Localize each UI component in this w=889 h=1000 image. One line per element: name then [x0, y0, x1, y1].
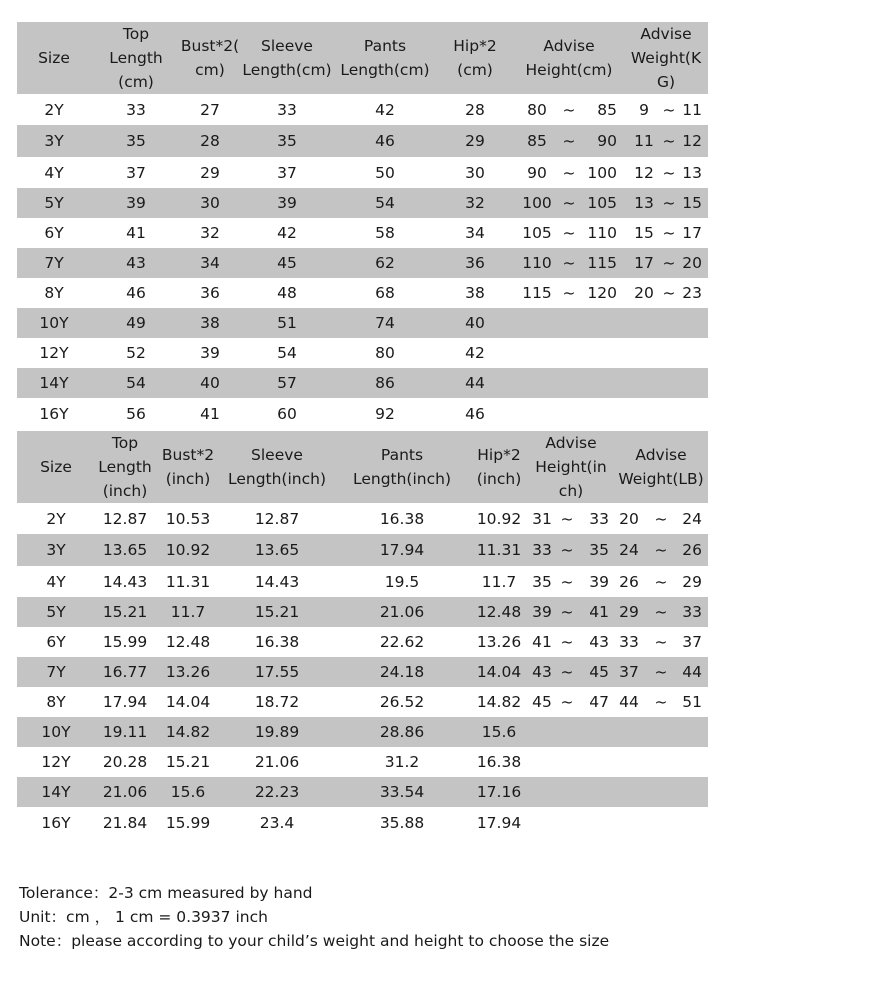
table-row [17, 807, 708, 838]
top-length-cell: 41 [126, 224, 146, 242]
advise-height-max: 105 [587, 194, 617, 212]
hip-cell: 17.16 [476, 783, 522, 801]
size-cell: 16Y [39, 404, 69, 423]
top-length-cell: 52 [126, 344, 146, 362]
hip-cell: 10.92 [476, 509, 522, 528]
range-separator: ~ [662, 163, 676, 182]
advise-height-range [529, 627, 613, 657]
advise-weight-min: 15 [634, 224, 654, 242]
cm-table-header [17, 22, 708, 94]
top-length-cell: 54 [126, 374, 146, 392]
header-top-length: Top Length (inch) [98, 434, 152, 500]
advise-weight-range [615, 597, 707, 627]
advise-height-range [517, 248, 625, 278]
advise-weight-max: 33 [682, 603, 702, 621]
advise-weight-max: 24 [682, 509, 702, 528]
hip-cell: 38 [465, 284, 485, 302]
bust-cell: 14.04 [165, 693, 211, 711]
range-separator: ~ [654, 509, 668, 528]
pants-length-cell: 22.62 [379, 633, 425, 651]
sleeve-length-cell: 42 [277, 224, 297, 242]
advise-height-max: 39 [589, 572, 609, 591]
header-pants-length: Pants Length(inch) [352, 446, 452, 488]
range-separator: ~ [662, 284, 676, 302]
advise-height-max: 43 [589, 633, 609, 651]
advise-height-max: 33 [589, 509, 609, 528]
header-advise-weight: Advise Weight(LB) [618, 446, 704, 488]
hip-cell: 12.48 [476, 603, 522, 621]
advise-height-min: 35 [532, 572, 552, 591]
advise-weight-range [615, 566, 707, 597]
table-row [17, 777, 708, 807]
bust-cell: 32 [200, 224, 220, 242]
advise-height-min: 80 [527, 100, 547, 119]
hip-cell: 14.04 [476, 663, 522, 681]
sleeve-length-cell: 45 [277, 254, 297, 272]
table-row [17, 503, 708, 534]
header-sleeve-length: Sleeve Length(inch) [227, 446, 327, 488]
top-length-cell: 56 [126, 404, 146, 423]
advise-weight-min: 29 [619, 603, 639, 621]
advise-weight-range [615, 687, 707, 717]
table-row [17, 566, 708, 597]
top-length-cell: 19.11 [102, 723, 148, 741]
advise-weight-range [615, 657, 707, 687]
advise-height-range [529, 566, 613, 597]
advise-weight-max: 29 [682, 572, 702, 591]
header-top-length: Top Length (cm) [109, 25, 163, 91]
advise-height-range [529, 687, 613, 717]
range-separator: ~ [654, 541, 668, 559]
size-cell: 3Y [46, 541, 66, 559]
range-separator: ~ [560, 509, 574, 528]
advise-height-min: 85 [527, 132, 547, 150]
size-cell: 5Y [46, 603, 66, 621]
size-cell: 6Y [44, 224, 64, 242]
advise-weight-max: 12 [682, 132, 702, 150]
pants-length-cell: 62 [375, 254, 395, 272]
sleeve-length-cell: 33 [277, 100, 297, 119]
advise-weight-min: 26 [619, 572, 639, 591]
pants-length-cell: 24.18 [379, 663, 425, 681]
hip-cell: 13.26 [476, 633, 522, 651]
bust-cell: 15.21 [165, 753, 211, 771]
advise-height-min: 33 [532, 541, 552, 559]
advise-weight-max: 13 [682, 163, 702, 182]
hip-cell: 11.31 [476, 541, 522, 559]
advise-weight-max: 44 [682, 663, 702, 681]
size-cell: 12Y [41, 753, 71, 771]
bust-cell: 39 [200, 344, 220, 362]
hip-cell: 30 [465, 163, 485, 182]
range-separator: ~ [562, 163, 576, 182]
size-advice-note: Note：please according to your child’s weight and height to choose the size [19, 932, 610, 950]
hip-cell: 28 [465, 100, 485, 119]
range-separator: ~ [560, 603, 574, 621]
bust-cell: 15.99 [165, 813, 211, 832]
sleeve-length-cell: 57 [277, 374, 297, 392]
advise-weight-min: 24 [619, 541, 639, 559]
size-cell: 10Y [41, 723, 71, 741]
size-cell: 6Y [46, 633, 66, 651]
advise-weight-max: 51 [682, 693, 702, 711]
unit-note: Unit：cm ， 1 cm = 0.3937 inch [19, 908, 268, 926]
range-separator: ~ [654, 633, 668, 651]
advise-weight-range [629, 188, 705, 218]
hip-cell: 34 [465, 224, 485, 242]
pants-length-cell: 54 [375, 194, 395, 212]
advise-height-max: 85 [597, 100, 617, 119]
table-row [17, 534, 708, 566]
bust-cell: 29 [200, 163, 220, 182]
advise-height-max: 41 [589, 603, 609, 621]
advise-height-min: 100 [522, 194, 552, 212]
advise-weight-max: 37 [682, 633, 702, 651]
range-separator: ~ [560, 541, 574, 559]
pants-length-cell: 35.88 [379, 813, 425, 832]
bust-cell: 30 [200, 194, 220, 212]
advise-weight-range [615, 627, 707, 657]
pants-length-cell: 80 [375, 344, 395, 362]
advise-weight-min: 20 [619, 509, 639, 528]
advise-weight-max: 17 [682, 224, 702, 242]
header-size: Size [38, 49, 70, 67]
hip-cell: 15.6 [481, 723, 517, 741]
tolerance-note: Tolerance：2-3 cm measured by hand [19, 884, 313, 902]
pants-length-cell: 46 [375, 132, 395, 150]
range-separator: ~ [562, 132, 576, 150]
advise-height-range [529, 503, 613, 534]
size-cell: 8Y [46, 693, 66, 711]
advise-height-range [517, 188, 625, 218]
pants-length-cell: 42 [375, 100, 395, 119]
bust-cell: 11.7 [170, 603, 206, 621]
advise-height-max: 120 [587, 284, 617, 302]
advise-height-min: 110 [522, 254, 552, 272]
hip-cell: 32 [465, 194, 485, 212]
advise-height-range [517, 218, 625, 248]
sleeve-length-cell: 16.38 [254, 633, 300, 651]
sleeve-length-cell: 18.72 [254, 693, 300, 711]
header-bust: Bust*2 (inch) [161, 446, 215, 488]
table-row [17, 125, 708, 157]
top-length-cell: 21.06 [102, 783, 148, 801]
range-separator: ~ [654, 603, 668, 621]
table-row [17, 338, 708, 368]
advise-height-max: 100 [587, 163, 617, 182]
range-separator: ~ [662, 224, 676, 242]
table-row [17, 278, 708, 308]
advise-weight-min: 13 [634, 194, 654, 212]
sleeve-length-cell: 17.55 [254, 663, 300, 681]
advise-weight-max: 26 [682, 541, 702, 559]
top-length-cell: 37 [126, 163, 146, 182]
advise-height-range [529, 597, 613, 627]
sleeve-length-cell: 21.06 [254, 753, 300, 771]
advise-weight-range [629, 278, 705, 308]
size-cell: 8Y [44, 284, 64, 302]
pants-length-cell: 86 [375, 374, 395, 392]
table-row [17, 687, 708, 717]
advise-height-max: 110 [587, 224, 617, 242]
table-row [17, 597, 708, 627]
notes-block [19, 881, 609, 953]
sleeve-length-cell: 48 [277, 284, 297, 302]
range-separator: ~ [560, 633, 574, 651]
advise-weight-min: 12 [634, 163, 654, 182]
advise-weight-range [615, 534, 707, 566]
top-length-cell: 15.21 [102, 603, 148, 621]
advise-weight-max: 23 [682, 284, 702, 302]
advise-weight-min: 44 [619, 693, 639, 711]
table-row [17, 188, 708, 218]
header-hip: Hip*2 (cm) [453, 37, 497, 79]
bust-cell: 34 [200, 254, 220, 272]
sleeve-length-cell: 39 [277, 194, 297, 212]
top-length-cell: 14.43 [102, 572, 148, 591]
hip-cell: 40 [465, 314, 485, 332]
sleeve-length-cell: 22.23 [254, 783, 300, 801]
range-separator: ~ [560, 693, 574, 711]
sleeve-length-cell: 60 [277, 404, 297, 423]
advise-height-min: 115 [522, 284, 552, 302]
sleeve-length-cell: 15.21 [254, 603, 300, 621]
range-separator: ~ [562, 224, 576, 242]
advise-weight-range [629, 248, 705, 278]
advise-weight-min: 9 [639, 100, 649, 119]
header-size: Size [40, 458, 72, 476]
bust-cell: 40 [200, 374, 220, 392]
range-separator: ~ [562, 100, 576, 119]
header-advise-height: Advise Height(cm) [525, 37, 613, 79]
advise-weight-range [629, 94, 705, 125]
top-length-cell: 21.84 [102, 813, 148, 832]
bust-cell: 38 [200, 314, 220, 332]
sleeve-length-cell: 54 [277, 344, 297, 362]
size-cell: 14Y [41, 783, 71, 801]
advise-height-min: 43 [532, 663, 552, 681]
advise-height-range [517, 125, 625, 157]
pants-length-cell: 68 [375, 284, 395, 302]
advise-weight-max: 15 [682, 194, 702, 212]
pants-length-cell: 50 [375, 163, 395, 182]
advise-weight-min: 17 [634, 254, 654, 272]
size-cell: 4Y [46, 572, 66, 591]
advise-height-min: 39 [532, 603, 552, 621]
top-length-cell: 39 [126, 194, 146, 212]
advise-height-min: 31 [532, 509, 552, 528]
top-length-cell: 12.87 [102, 509, 148, 528]
size-cell: 7Y [46, 663, 66, 681]
advise-weight-range [629, 157, 705, 188]
hip-cell: 29 [465, 132, 485, 150]
range-separator: ~ [562, 284, 576, 302]
top-length-cell: 17.94 [102, 693, 148, 711]
advise-height-max: 35 [589, 541, 609, 559]
top-length-cell: 13.65 [102, 541, 148, 559]
hip-cell: 36 [465, 254, 485, 272]
advise-weight-max: 20 [682, 254, 702, 272]
table-row [17, 218, 708, 248]
advise-height-range [517, 94, 625, 125]
advise-height-min: 41 [532, 633, 552, 651]
sleeve-length-cell: 35 [277, 132, 297, 150]
range-separator: ~ [654, 572, 668, 591]
hip-cell: 16.38 [476, 753, 522, 771]
header-pants-length: Pants Length(cm) [340, 37, 430, 79]
table-row [17, 308, 708, 338]
range-separator: ~ [662, 194, 676, 212]
advise-height-max: 115 [587, 254, 617, 272]
range-separator: ~ [560, 572, 574, 591]
pants-length-cell: 21.06 [379, 603, 425, 621]
top-length-cell: 35 [126, 132, 146, 150]
pants-length-cell: 17.94 [379, 541, 425, 559]
sleeve-length-cell: 37 [277, 163, 297, 182]
bust-cell: 11.31 [165, 572, 211, 591]
range-separator: ~ [662, 132, 676, 150]
table-row [17, 157, 708, 188]
range-separator: ~ [654, 693, 668, 711]
top-length-cell: 46 [126, 284, 146, 302]
advise-weight-max: 11 [682, 100, 702, 119]
pants-length-cell: 16.38 [379, 509, 425, 528]
advise-height-range [529, 534, 613, 566]
size-cell: 7Y [44, 254, 64, 272]
size-cell: 4Y [44, 163, 64, 182]
pants-length-cell: 58 [375, 224, 395, 242]
range-separator: ~ [562, 254, 576, 272]
bust-cell: 36 [200, 284, 220, 302]
cm-size-table [17, 22, 708, 427]
table-row [17, 627, 708, 657]
advise-height-max: 45 [589, 663, 609, 681]
sleeve-length-cell: 19.89 [254, 723, 300, 741]
advise-height-min: 105 [522, 224, 552, 242]
range-separator: ~ [654, 663, 668, 681]
pants-length-cell: 31.2 [384, 753, 420, 771]
top-length-cell: 16.77 [102, 663, 148, 681]
sleeve-length-cell: 12.87 [254, 509, 300, 528]
size-cell: 2Y [44, 100, 64, 119]
advise-weight-min: 37 [619, 663, 639, 681]
size-cell: 10Y [39, 314, 69, 332]
range-separator: ~ [560, 663, 574, 681]
sleeve-length-cell: 23.4 [259, 813, 295, 832]
advise-weight-range [615, 503, 707, 534]
advise-height-range [529, 657, 613, 687]
size-cell: 14Y [39, 374, 69, 392]
sleeve-length-cell: 13.65 [254, 541, 300, 559]
advise-height-max: 47 [589, 693, 609, 711]
bust-cell: 28 [200, 132, 220, 150]
table-row [17, 747, 708, 777]
table-row [17, 717, 708, 747]
size-cell: 3Y [44, 132, 64, 150]
advise-height-min: 90 [527, 163, 547, 182]
advise-weight-range [629, 218, 705, 248]
bust-cell: 14.82 [165, 723, 211, 741]
size-cell: 12Y [39, 344, 69, 362]
advise-weight-range [629, 125, 705, 157]
hip-cell: 42 [465, 344, 485, 362]
range-separator: ~ [662, 254, 676, 272]
top-length-cell: 20.28 [102, 753, 148, 771]
bust-cell: 41 [200, 404, 220, 423]
size-cell: 2Y [46, 509, 66, 528]
top-length-cell: 15.99 [102, 633, 148, 651]
table-row [17, 248, 708, 278]
inch-size-table [17, 431, 708, 836]
pants-length-cell: 28.86 [379, 723, 425, 741]
pants-length-cell: 26.52 [379, 693, 425, 711]
advise-height-max: 90 [597, 132, 617, 150]
bust-cell: 10.53 [165, 509, 211, 528]
top-length-cell: 43 [126, 254, 146, 272]
top-length-cell: 33 [126, 100, 146, 119]
advise-height-min: 45 [532, 693, 552, 711]
advise-height-range [517, 278, 625, 308]
advise-weight-min: 33 [619, 633, 639, 651]
header-advise-weight: Advise Weight(K G) [630, 25, 702, 91]
header-sleeve-length: Sleeve Length(cm) [242, 37, 332, 79]
bust-cell: 13.26 [165, 663, 211, 681]
size-cell: 5Y [44, 194, 64, 212]
top-length-cell: 49 [126, 314, 146, 332]
advise-weight-min: 20 [634, 284, 654, 302]
hip-cell: 17.94 [476, 813, 522, 832]
bust-cell: 10.92 [165, 541, 211, 559]
hip-cell: 44 [465, 374, 485, 392]
table-row [17, 368, 708, 398]
pants-length-cell: 74 [375, 314, 395, 332]
table-row [17, 94, 708, 125]
range-separator: ~ [562, 194, 576, 212]
range-separator: ~ [662, 100, 676, 119]
sleeve-length-cell: 14.43 [254, 572, 300, 591]
hip-cell: 46 [465, 404, 485, 423]
inch-table-header [17, 431, 708, 503]
pants-length-cell: 92 [375, 404, 395, 423]
table-row [17, 398, 708, 429]
advise-height-range [517, 157, 625, 188]
bust-cell: 15.6 [170, 783, 206, 801]
bust-cell: 12.48 [165, 633, 211, 651]
table-row [17, 657, 708, 687]
size-cell: 16Y [41, 813, 71, 832]
advise-weight-min: 11 [634, 132, 654, 150]
pants-length-cell: 19.5 [384, 572, 420, 591]
sleeve-length-cell: 51 [277, 314, 297, 332]
header-advise-height: Advise Height(in ch) [535, 434, 607, 500]
header-bust: Bust*2( cm) [180, 37, 240, 79]
hip-cell: 11.7 [481, 572, 517, 591]
pants-length-cell: 33.54 [379, 783, 425, 801]
bust-cell: 27 [200, 100, 220, 119]
header-hip: Hip*2 (inch) [476, 446, 522, 488]
hip-cell: 14.82 [476, 693, 522, 711]
